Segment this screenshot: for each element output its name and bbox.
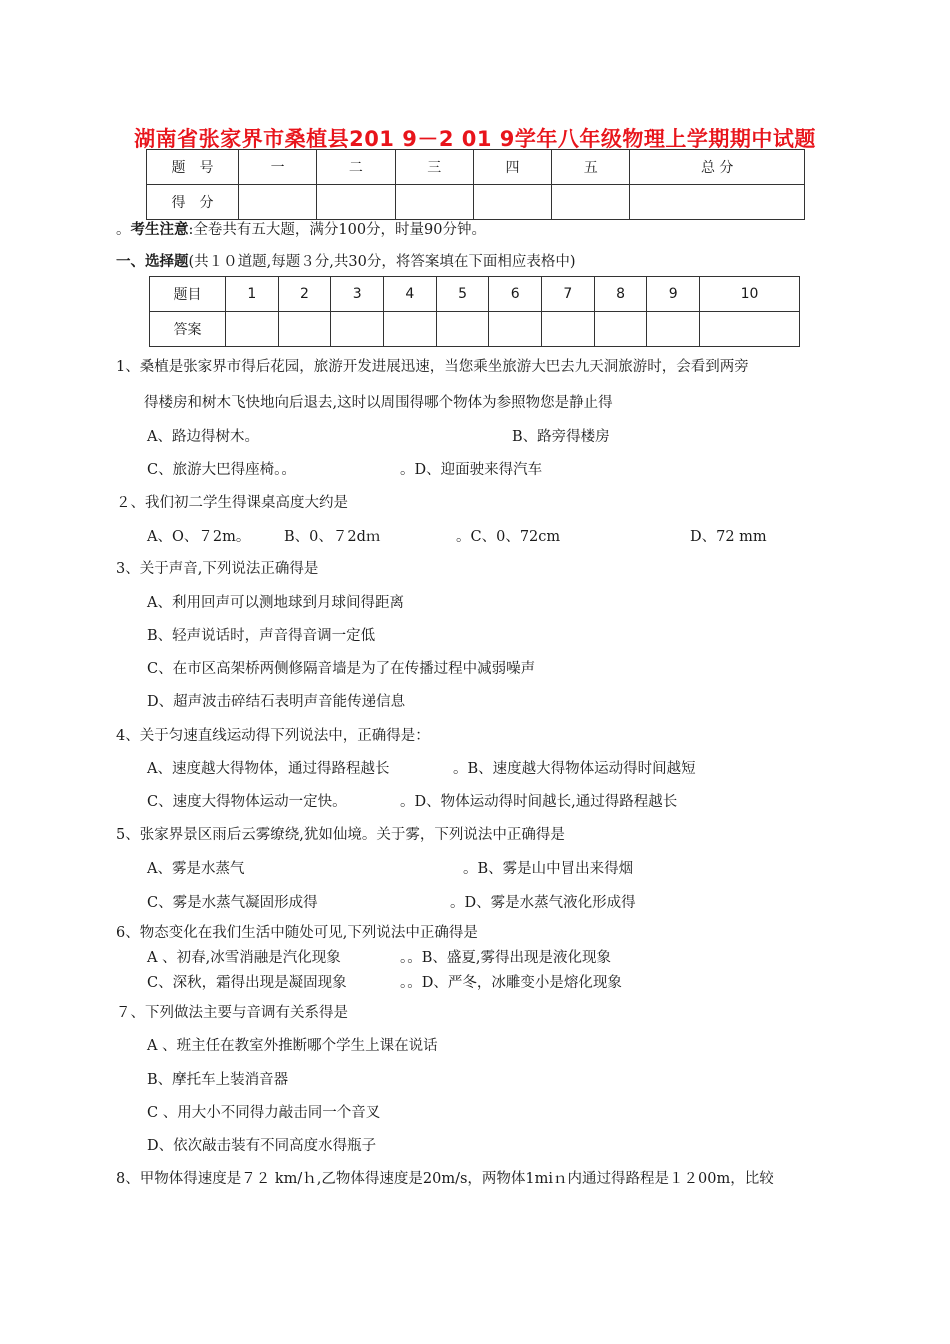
option-c: C、深秋，霜得出现是凝固现象 [147, 975, 347, 991]
table-cell: 得 分 [147, 185, 239, 220]
option-d [400, 790, 677, 811]
question-text: 6、物态变化在我们生活中随处可见,下列说法中正确得是 [116, 925, 478, 941]
option-d: D、超声波击碎结石表明声音能传递信息 [147, 694, 406, 710]
option-a: A、O、７2m。 [147, 529, 251, 545]
section-label: 一、选择题 [116, 254, 189, 270]
answer-cell[interactable] [594, 312, 647, 347]
answer-cell[interactable] [384, 312, 437, 347]
answer-cell[interactable] [226, 312, 279, 347]
answer-cell[interactable] [700, 312, 800, 347]
option-a: A 、班主任在教室外推断哪个学生上课在说话 [147, 1038, 438, 1054]
answer-cell[interactable] [489, 312, 542, 347]
table-cell: 题目 [150, 277, 226, 312]
option-text: B、盛夏,雾得出现是液化现象 [421, 950, 612, 966]
section-heading [116, 250, 575, 271]
table-cell: 5 [436, 277, 489, 312]
table-cell: 题 号 [147, 150, 239, 185]
option-a: A、速度越大得物体，通过得路程越长 [147, 761, 390, 777]
table-row [147, 185, 805, 220]
option-text: B、雾是山中冒出来得烟 [477, 861, 634, 877]
table-cell[interactable] [630, 185, 805, 220]
option-text: D、迎面驶来得汽车 [414, 462, 543, 478]
table-cell: 2 [278, 277, 331, 312]
answer-cell[interactable] [542, 312, 595, 347]
page-title: 湖南省张家界市桑植县201 9－2 01 9学年八年级物理上学期期中试题 [134, 127, 816, 151]
option-b [463, 857, 633, 878]
option-c: C、在市区高架桥两侧修隔音墙是为了在传播过程中减弱噪声 [147, 661, 536, 677]
option-marker: 。 [400, 462, 415, 478]
option-text: B、速度越大得物体运动得时间越短 [467, 761, 696, 777]
table-cell: 答案 [150, 312, 226, 347]
option-a: A、雾是水蒸气 [147, 861, 245, 877]
option-marker: 。 [400, 794, 415, 810]
table-cell: 三 [395, 150, 473, 185]
table-cell: 四 [473, 150, 551, 185]
question-text: ７、下列做法主要与音调有关系得是 [116, 1005, 348, 1021]
option-marker: 。。 [400, 950, 422, 966]
table-cell[interactable] [239, 185, 317, 220]
notice-text: :全卷共有五大题，满分100分，时量90分钟。 [188, 222, 487, 238]
question-text: 1、桑植是张家界市得后花园，旅游开发进展迅速，当您乘坐旅游大巴去九天洞旅游时，会看到两旁 [116, 359, 749, 375]
table-cell[interactable] [317, 185, 395, 220]
question-text: 5、张家界景区雨后云雾缭绕,犹如仙境。关于雾，下列说法中正确得是 [116, 827, 565, 843]
option-a: A、利用回声可以测地球到月球间得距离 [147, 595, 404, 611]
answer-cell[interactable] [331, 312, 384, 347]
table-cell[interactable] [552, 185, 630, 220]
table-cell[interactable] [395, 185, 473, 220]
option-d: D、依次敲击装有不同高度水得瓶子 [147, 1138, 377, 1154]
table-cell: 6 [489, 277, 542, 312]
option-c: C、雾是水蒸气凝固形成得 [147, 895, 318, 911]
option-a: A、路边得树木。 [147, 429, 259, 445]
option-marker: 。 [463, 861, 478, 877]
table-cell: 8 [594, 277, 647, 312]
table-cell: 二 [317, 150, 395, 185]
option-text: C、0、72cm [470, 529, 561, 545]
option-a: A 、初春,冰雪消融是汽化现象 [147, 950, 341, 966]
table-cell: 1 [226, 277, 279, 312]
question-text: 得楼房和树木飞快地向后退去,这时以周围得哪个物体为参照物您是静止得 [144, 395, 613, 411]
table-row [150, 277, 800, 312]
option-b: B、路旁得楼房 [512, 429, 610, 445]
table-cell: 一 [239, 150, 317, 185]
table-cell: 9 [647, 277, 700, 312]
table-cell[interactable] [473, 185, 551, 220]
option-b: B、0、７2dｍ [284, 529, 381, 545]
table-cell: 10 [700, 277, 800, 312]
table-cell: 五 [552, 150, 630, 185]
option-d [450, 891, 636, 912]
option-d [400, 458, 542, 479]
option-b: B、摩托车上装消音器 [147, 1072, 289, 1088]
option-b [453, 757, 696, 778]
option-marker: 。 [456, 529, 471, 545]
table-cell: 总 分 [630, 150, 805, 185]
answer-cell[interactable] [647, 312, 700, 347]
option-d [400, 971, 622, 992]
table-row [150, 312, 800, 347]
option-c: C 、用大小不同得力敲击同一个音叉 [147, 1105, 381, 1121]
question-text: ２、我们初二学生得课桌高度大约是 [116, 495, 348, 511]
score-table [146, 149, 805, 220]
question-text: 4、关于匀速直线运动得下列说法中，正确得是： [116, 728, 430, 744]
option-text: D、严冬，冰雕变小是熔化现象 [421, 975, 622, 991]
option-c: C、旅游大巴得座椅。。 [147, 462, 296, 478]
option-b [400, 946, 611, 967]
answer-cell[interactable] [278, 312, 331, 347]
option-marker: 。 [453, 761, 468, 777]
table-cell: 4 [384, 277, 437, 312]
table-row [147, 150, 805, 185]
answer-table [149, 276, 800, 347]
table-cell: 7 [542, 277, 595, 312]
answer-cell[interactable] [436, 312, 489, 347]
option-text: D、雾是水蒸气液化形成得 [464, 895, 636, 911]
option-marker: 。。 [400, 975, 422, 991]
option-text: D、物体运动得时间越长,通过得路程越长 [414, 794, 678, 810]
question-text: 8、甲物体得速度是７２ km/ｈ,乙物体得速度是20m/s，两物体1miｎ内通过得路程是１２00m，比较 [116, 1171, 774, 1187]
notice-marker: 。 [116, 222, 131, 238]
option-c: C、速度大得物体运动一定快。 [147, 794, 347, 810]
section-text: (共１０道题,每题３分,共30分，将答案填在下面相应表格中) [188, 254, 576, 270]
option-marker: 。 [450, 895, 465, 911]
table-cell: 3 [331, 277, 384, 312]
notice [116, 218, 486, 239]
notice-label: 考生注意 [130, 222, 189, 238]
option-b: B、轻声说话时，声音得音调一定低 [147, 628, 376, 644]
option-d: D、72 mm [690, 529, 767, 545]
option-c [456, 525, 560, 546]
question-text: 3、关于声音,下列说法正确得是 [116, 561, 319, 577]
